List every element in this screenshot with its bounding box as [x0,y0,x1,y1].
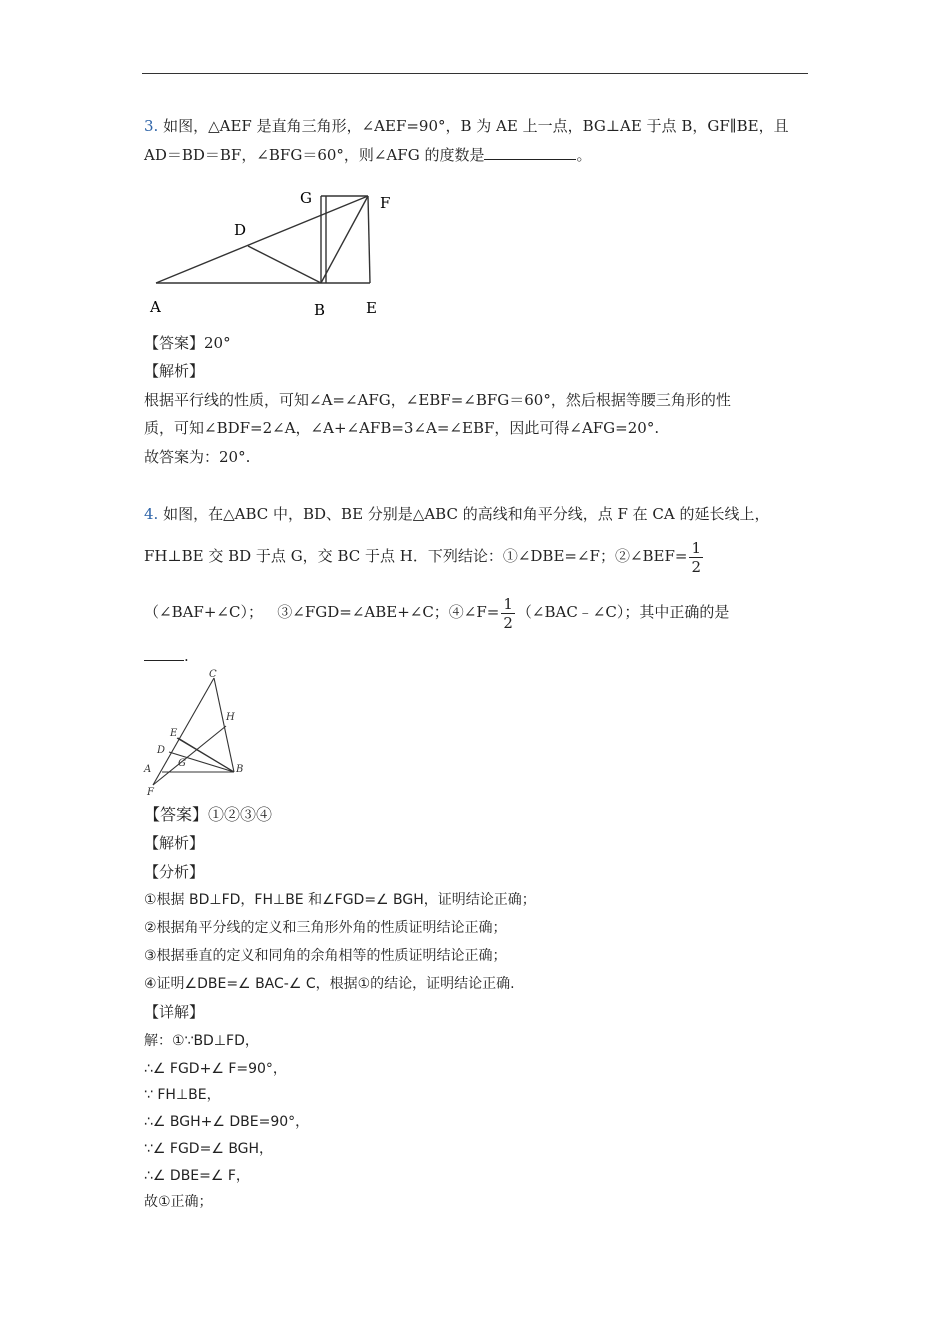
q4-fraction-half-1 [689,539,703,576]
q3-analysis-line1: 根据平行线的性质，可知∠A=∠AFG，∠EBF=∠BFG＝60°，然后根据等腰三角形的性 [144,391,731,409]
frac-denominator: 2 [503,613,513,632]
q4-label-C: C [209,669,217,680]
q4-answer: 【答案】①②③④ [144,805,273,824]
q4-label-F: F [147,787,154,798]
q4-detail-line5: ∵∠ FGD=∠ BGH， [144,1141,274,1157]
q4-line4-end: . [184,647,189,665]
q4-detail-line7: 故①正确； [144,1194,213,1210]
q3-label-D: D [234,221,247,239]
q3-number: 3. [144,117,159,135]
q4-line1 [144,504,770,524]
q4-line1-text: 如图，在△ABC 中，BD、BE 分别是△ABC 的高线和角平分线，点 F 在 CA 的延长线上， [163,505,770,523]
q4-fenxi-line4: ④证明∠DBE=∠ BAC-∠ C，根据①的结论，证明结论正确. [144,976,515,992]
q3-label-E: E [366,299,377,317]
q3-label-F: F [380,194,391,212]
q4-label-H: H [226,712,235,723]
q4-fraction-half-2 [501,595,515,632]
q3-answer-blank[interactable] [484,145,576,160]
q4-label-E: E [170,728,178,739]
q4-line4 [144,646,189,666]
q4-label-G: G [178,758,186,769]
q3-line2-end: 。 [576,146,592,164]
q4-line2 [144,536,705,576]
frac-numerator: 1 [503,594,513,613]
q3-line1 [144,116,789,136]
q4-detail-line3: ∵ FH⊥BE， [144,1087,221,1103]
q3-label-A: A [150,298,161,316]
q4-detail-title: 【详解】 [144,1003,205,1021]
q4-label-B: B [236,764,244,775]
q4-fenxi-line1: ①根据 BD⊥FD，FH⊥BE 和∠FGD=∠ BGH，证明结论正确； [144,892,536,908]
q3-label-G: G [300,189,312,207]
q4-detail-line1: 解：①∵BD⊥FD， [144,1033,259,1049]
q3-figure [140,184,400,324]
q4-fenxi-line3: ③根据垂直的定义和同角的余角相等的性质证明结论正确； [144,948,507,964]
q3-line2 [144,145,591,165]
q3-answer: 【答案】20° [144,334,231,352]
q4-fenxi-line2: ②根据角平分线的定义和三角形外角的性质证明结论正确； [144,920,507,936]
q4-answer-blank[interactable] [144,646,184,661]
q4-line3-c: （∠BAC﹣∠C）；其中正确的是 [516,603,730,621]
q4-detail-line2: ∴∠ FGD+∠ F=90°， [144,1061,287,1077]
q4-line3 [144,592,729,632]
q4-detail-line6: ∴∠ DBE=∠ F， [144,1168,250,1184]
q3-analysis-line2: 质，可知∠BDF=2∠A，∠A+∠AFB=3∠A=∠EBF，因此可得∠AFG=20°. [144,419,660,437]
frac-denominator: 2 [691,557,702,576]
q4-line2-text: FH⊥BE 交 BD 于点 G，交 BC 于点 H．下列结论：①∠DBE=∠F；②∠BEF= [144,547,688,565]
header-rule [142,73,808,74]
q4-label-A: A [144,764,152,775]
q4-analysis-title: 【解析】 [144,834,205,852]
q3-analysis-title: 【解析】 [144,362,205,380]
frac-numerator: 1 [691,538,702,557]
q4-detail-line4: ∴∠ BGH+∠ DBE=90°， [144,1114,310,1130]
q3-conclusion: 故答案为：20°. [144,448,251,466]
q3-line1-text: 如图，△AEF 是直角三角形，∠AEF=90°，B 为 AE 上一点，BG⊥AE 于点 B，GF∥BE，且 [163,117,789,135]
q4-label-D: D [157,745,166,756]
q3-label-B: B [314,301,326,319]
q3-line2-text: AD＝BD＝BF，∠BFG＝60°，则∠AFG 的度数是 [144,146,485,164]
q4-number: 4. [144,505,159,523]
q4-figure [140,664,260,798]
q4-fenxi-title: 【分析】 [144,863,205,881]
q4-line3-b: ③∠FGD=∠ABE+∠C；④∠F= [277,603,500,621]
q4-line3-a: （∠BAF+∠C）； [144,603,263,621]
